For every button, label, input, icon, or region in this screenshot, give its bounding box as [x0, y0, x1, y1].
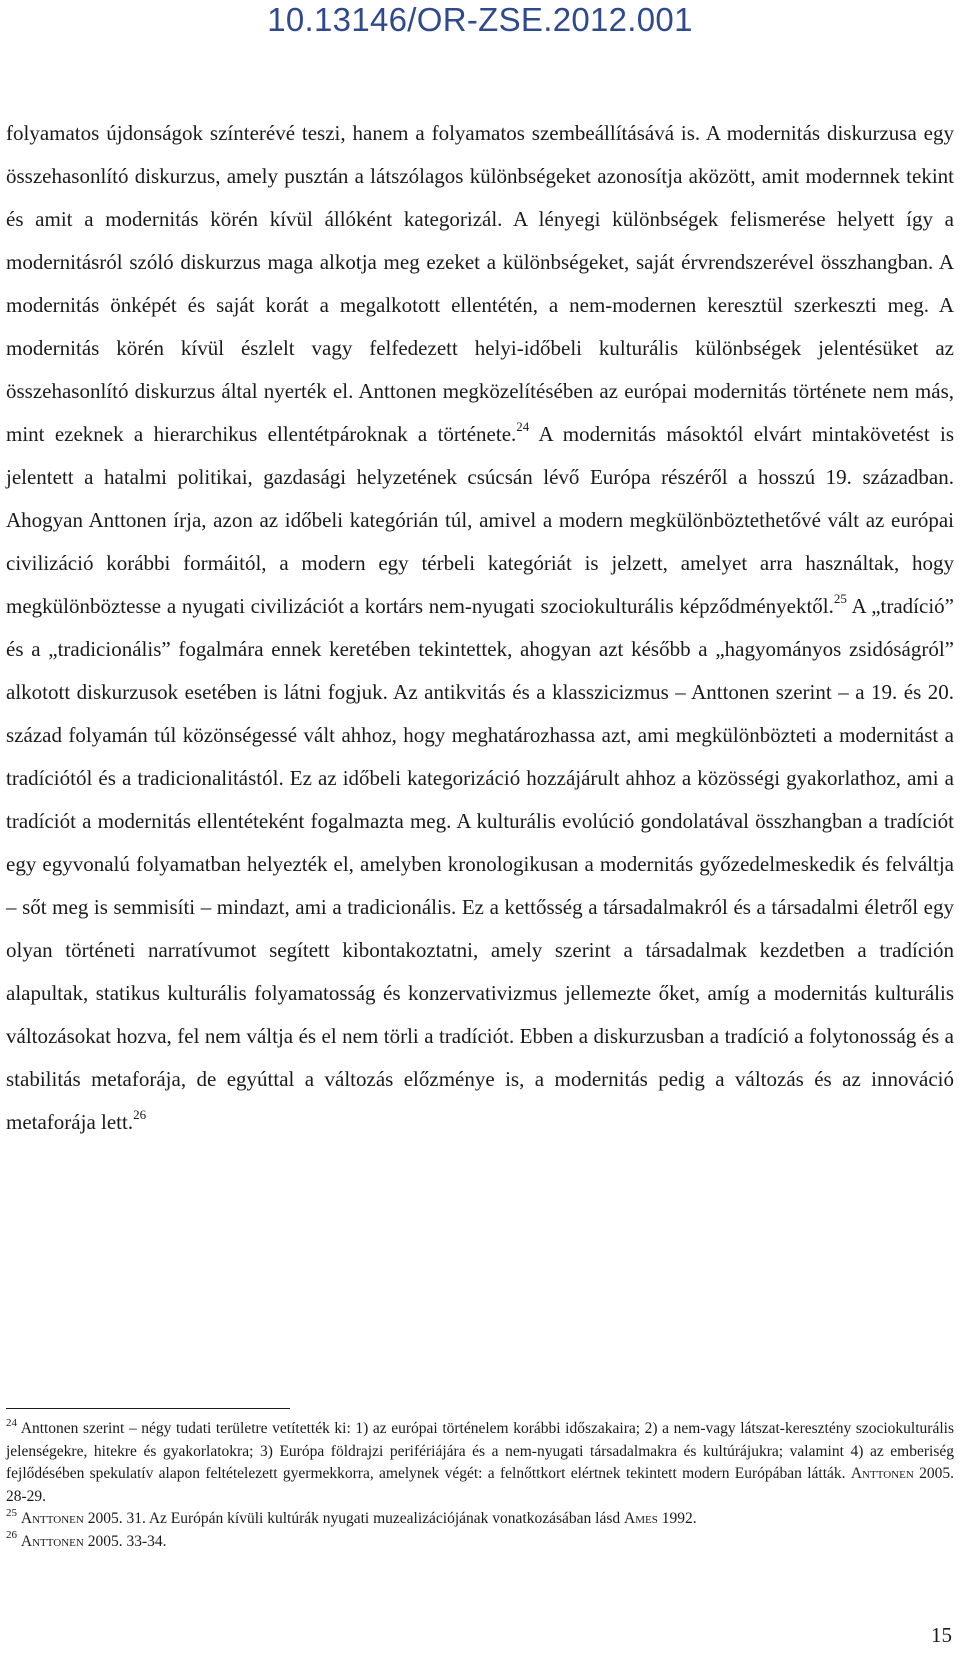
main-paragraph: [6, 112, 954, 1144]
paragraph-part-1: folyamatos újdonságok színterévé teszi, hanem a folyamatos szembeállításává is. A modernitás diskurzusa egy összehasonlító diskurzus, amely pusztán a látszólagos különbségeket azonosítja aközött, amit modernnek tekint és amit a modernitás körén kívül állóként kategorizál. A lényegi különbségek felismerése helyett így a modernitásról szóló diskurzus maga alkotja meg ezeket a különbségeket, saját érvrendszerével összhangban. A modernitás önképét és saját korát a megalkotott ellentétén, a nem-modernen keresztül szerkeszti meg. A modernitás körén kívül észlelt vagy felfedezett helyi-időbeli kulturális különbségek jelentésüket az összehasonlító diskurzus által nyerték el. Anttonen megközelítésében az európai modernitás története nem más, mint ezeknek a hierarchikus ellentétpároknak a története.: [6, 121, 954, 446]
footnote-25: [6, 1508, 954, 1531]
paragraph-part-3: A „tradíció” és a „tradicionális” fogalmára ennek keretében tekintettek, ahogyan azt később a „hagyományos zsidóságról” alkotott diskurzusok esetében is látni fogjuk. Az antikvitás és a klasszicizmus – Anttonen szerint – a 19. és 20. század folyamán túl közönségessé vált ahhoz, hogy meghatározhassa azt, ami megkülönbözteti a modernitást a tradíciótól és a tradicionalitástól. Ez az időbeli kategorizáció hozzájárult ahhoz a közösségi gyakorlathoz, ami a tradíciót a modernitás ellentéteként fogalmazta meg. A kulturális evolúció gondolatával összhangban a tradíciót egy egyvonalú folyamatban helyezték el, amelyben kronologikusan a modernitás győzedelmeskedik és felváltja – sőt meg is semmisíti – mindazt, ami a tradicionális. Ez a kettősség a társadalmakról és a társadalmi életről egy olyan történeti narratívumot segített kibontakoztatni, amely szerint a társadalmak kezdetben a tradíción alapultak, statikus kulturális folyamatosság és konzervativizmus jellemezte őket, amíg a modernitás kulturális változásokat hozva, fel nem váltja és el nem törli a tradíciót. Ebben a diskurzusban a tradíció a folytonosság és a stabilitás metaforája, de egyúttal a változás előzménye is, a modernitás pedig a változás és az innováció metaforája lett.: [6, 594, 954, 1134]
footnote-divider: [6, 1408, 290, 1409]
doi-header[interactable]: 10.13146/OR-ZSE.2012.001: [267, 1, 693, 38]
page-number: 15: [931, 1623, 952, 1647]
footnote-26: [6, 1531, 954, 1554]
footnote-number-25: 25: [6, 1506, 17, 1519]
footnote-25-ref: 1992.: [657, 1510, 697, 1527]
footnote-24-author: Anttonen: [850, 1465, 914, 1482]
footnote-26-author: Anttonen: [20, 1532, 84, 1550]
footnote-ref-24[interactable]: 24: [516, 419, 530, 434]
footnote-26-ref: 2005. 33-34.: [83, 1532, 167, 1550]
footnotes: [6, 1418, 954, 1553]
footnote-ref-25[interactable]: 25: [833, 591, 847, 606]
footnote-24-text: Anttonen szerint – négy tudati területre vetítették ki: 1) az európai történelem korábbi időszakaira; 2) a nem-vagy látszat-keresztény szociokulturális jelenségekre, hitekre és gyakorlatokra; 3) Európa földrajzi perifériájára és a nem-nyugati társadalmakra és kultúrájukra; valamint 4) az emberiség fejlődésében spekulatív alapon feltételezett gyermekkorra, amelynek végét: a felnőttkort elértnek tekintett modern Európában látták.: [6, 1420, 954, 1482]
paragraph-part-2: A modernitás másoktól elvárt mintakövetést is jelentett a hatalmi politikai, gazdasági helyzetének csúcsán lévő Európa részéről a hosszú 19. században. Ahogyan Anttonen írja, azon az időbeli kategórián túl, amivel a modern megkülönböztethetővé vált az európai civilizáció korábbi formáitól, a modern egy térbeli kategóriát is jelzett, amelyet arra használtak, hogy megkülönböztesse a nyugati civilizációt a kortárs nem-nyugati szociokulturális képződményektől.: [6, 422, 954, 618]
footnote-24: [6, 1418, 954, 1508]
footnote-25-text: 2005. 31. Az Európán kívüli kultúrák nyugati muzealizációjának vonatkozásában lásd: [83, 1510, 625, 1527]
footnote-ref-26[interactable]: 26: [133, 1107, 147, 1122]
footnote-25-author: Anttonen: [20, 1510, 84, 1527]
main-text: [6, 112, 954, 1144]
footnote-number-26: 26: [6, 1529, 17, 1542]
footnote-25-author-2: Ames: [624, 1510, 658, 1527]
footnote-number-24: 24: [6, 1416, 17, 1429]
footnote-24-ref: 2005. 28-29.: [6, 1465, 954, 1505]
